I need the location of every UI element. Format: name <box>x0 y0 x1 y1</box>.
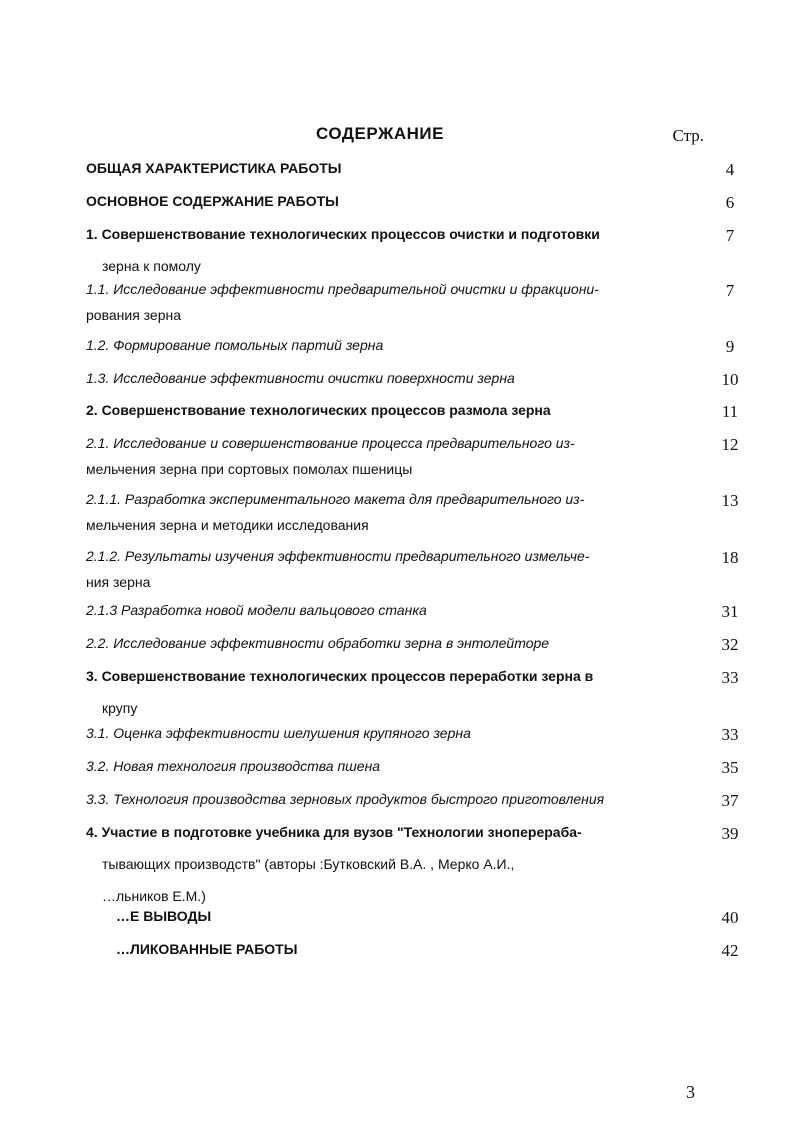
toc-entry-page: 9 <box>725 337 735 356</box>
toc-entry <box>86 660 692 724</box>
toc-entry <box>86 394 692 426</box>
toc-entry-continuation: тывающих производств" (авторы :Бутковский В.А. , Мерко А.И., <box>102 856 515 872</box>
toc-entry-title: 1. Совершенствование технологических процессов очистки и подготовки <box>86 226 600 242</box>
toc-entry-continuation: мельчения зерна и методики исследования <box>86 517 369 533</box>
toc-entry <box>86 362 692 394</box>
page-number: 3 <box>686 1082 695 1102</box>
toc-entry-page: 33 <box>721 668 739 687</box>
toc-entry-title: 1.1. Исследование эффективности предварительной очистки и фракциони- <box>86 281 599 297</box>
toc-entry-page: 13 <box>721 491 739 510</box>
toc-entry-page: 33 <box>721 725 739 744</box>
toc-entry <box>116 900 676 932</box>
toc-entry-continuation: рования зерна <box>86 307 182 323</box>
toc-entry-continuation: …льников Е.М.) <box>102 888 206 904</box>
toc-entry-continuation: зерна к помолу <box>102 258 201 274</box>
toc-entry-title: 3.2. Новая технология производства пшена <box>86 758 381 774</box>
toc-entry-title: 3.1. Оценка эффективности шелушения крупяного зерна <box>86 725 471 741</box>
toc-entry-page: 42 <box>721 941 739 960</box>
toc-entry <box>116 933 676 965</box>
page-column-label: Стр. <box>672 126 704 145</box>
toc-entry-page: 7 <box>725 226 735 245</box>
toc-entry <box>86 483 692 541</box>
toc-entry-title: 2.1. Исследование и совершенствование процесса предварительного из- <box>86 435 575 451</box>
toc-entry <box>86 816 692 912</box>
toc-entry <box>86 329 692 361</box>
toc-entry-page: 39 <box>721 824 739 843</box>
toc-entry-title: 2.1.1. Разработка экспериментального макета для предварительного из- <box>86 491 585 507</box>
toc-entry-page: 35 <box>721 758 739 777</box>
toc-entry-title: 4. Участие в подготовке учебника для вузов "Технологии зноперераба- <box>86 824 582 840</box>
toc-entry <box>86 783 692 815</box>
toc-entry <box>86 273 692 331</box>
toc-entry-title: 2.2. Исследование эффективности обработки зерна в энтолейторе <box>86 635 550 651</box>
toc-entry-title: …ЛИКОВАННЫЕ РАБОТЫ <box>116 941 298 957</box>
toc-entry-page: 7 <box>725 281 735 300</box>
toc-entry-title: ОСНОВНОЕ СОДЕРЖАНИЕ РАБОТЫ <box>86 193 339 209</box>
toc-entry-title: 2.1.3 Разработка новой модели вальцового станка <box>86 602 427 618</box>
toc-entry-page: 37 <box>721 791 739 810</box>
toc-entry <box>86 594 692 626</box>
toc-entry-page: 31 <box>721 602 739 621</box>
toc-entry <box>86 152 692 184</box>
toc-entry-continuation: мельчения зерна при сортовых помолах пшеницы <box>86 461 413 477</box>
toc-entry-page: 4 <box>725 160 735 179</box>
toc-entry <box>86 185 692 217</box>
toc-entry-page: 40 <box>721 908 739 927</box>
toc-entry-continuation: ния зерна <box>86 574 151 590</box>
toc-entry <box>86 750 692 782</box>
toc-entry-page: 18 <box>721 548 739 567</box>
toc-entry-title: ОБЩАЯ ХАРАКТЕРИСТИКА РАБОТЫ <box>86 160 342 176</box>
toc-entry-page: 6 <box>725 193 735 212</box>
toc-entry <box>86 717 692 749</box>
toc-entry <box>86 540 692 598</box>
page-title: СОДЕРЖАНИЕ <box>316 124 444 143</box>
toc-entry-title: 3.3. Технология производства зерновых продуктов быстрого приготовления <box>86 791 605 807</box>
toc-entry <box>86 427 692 485</box>
toc-entry-title: 3. Совершенствование технологических процессов переработки зерна в <box>86 668 594 684</box>
toc-entry-continuation: крупу <box>102 700 138 716</box>
toc-entry-title: 2. Совершенствование технологических процессов размола зерна <box>86 402 551 418</box>
toc-entry-page: 11 <box>721 402 739 421</box>
toc-entry <box>86 627 692 659</box>
toc-entry-title: 2.1.2. Результаты изучения эффективности предварительного измельче- <box>86 548 590 564</box>
toc-entry-title: 1.3. Исследование эффективности очистки поверхности зерна <box>86 370 515 386</box>
toc-entry-page: 10 <box>721 370 739 389</box>
toc-entry-page: 32 <box>721 635 739 654</box>
toc-entry-page: 12 <box>721 435 739 454</box>
toc-entry-title: …Е ВЫВОДЫ <box>116 908 212 924</box>
toc-entry-title: 1.2. Формирование помольных партий зерна <box>86 337 384 353</box>
